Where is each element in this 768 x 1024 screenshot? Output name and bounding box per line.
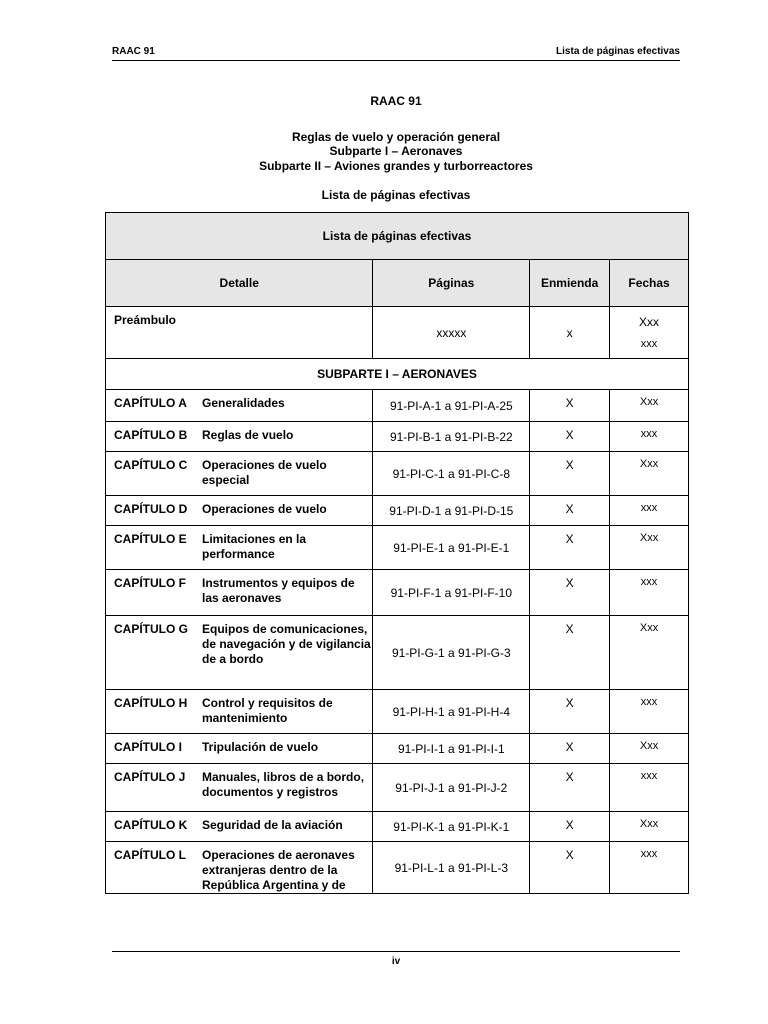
chapter-date: Xxx [610, 526, 689, 570]
column-header-paginas: Páginas [373, 260, 530, 307]
chapter-amendment: X [530, 764, 610, 812]
preambulo-date-1: Xxx [639, 314, 660, 329]
chapter-name: Tripulación de vuelo [202, 740, 319, 754]
chapter-pages: 91-PI-H-1 a 91-PI-H-4 [373, 690, 530, 734]
chapter-date: Xxx [610, 734, 689, 764]
chapter-code: CAPÍTULO K [114, 818, 188, 832]
header-right: Lista de páginas efectivas [556, 46, 680, 57]
column-header-detalle: Detalle [106, 260, 373, 307]
chapter-name: Operaciones de vuelo [202, 502, 327, 516]
title-block [112, 94, 680, 203]
chapter-amendment: X [530, 690, 610, 734]
table-row [106, 390, 689, 422]
column-header-enmienda: Enmienda [530, 260, 610, 307]
table-row [106, 764, 689, 812]
chapter-pages: 91-PI-E-1 a 91-PI-E-1 [373, 526, 530, 570]
chapter-amendment: X [530, 452, 610, 496]
page-header [112, 46, 680, 61]
chapter-cell [106, 526, 373, 570]
chapter-date: xxx [610, 690, 689, 734]
chapter-pages: 91-PI-B-1 a 91-PI-B-22 [373, 422, 530, 452]
table-caption: Lista de páginas efectivas [106, 213, 689, 260]
table-row [106, 452, 689, 496]
preambulo-dates [610, 307, 689, 359]
chapter-date: xxx [610, 496, 689, 526]
table-row [106, 570, 689, 616]
chapter-amendment: X [530, 842, 610, 894]
table-row [106, 526, 689, 570]
preambulo-date-2: xxx [640, 337, 658, 350]
chapter-amendment: X [530, 812, 610, 842]
chapter-name: Control y requisitos de mantenimiento [202, 696, 333, 725]
chapter-code: CAPÍTULO H [114, 696, 188, 710]
table-row [106, 842, 689, 894]
chapter-code: CAPÍTULO C [114, 458, 188, 472]
chapter-amendment: X [530, 422, 610, 452]
chapter-amendment: X [530, 616, 610, 690]
chapter-amendment: X [530, 734, 610, 764]
chapter-code: CAPÍTULO I [114, 740, 182, 754]
chapter-pages: 91-PI-D-1 a 91-PI-D-15 [373, 496, 530, 526]
preambulo-pages: xxxxx [373, 307, 530, 359]
preambulo-row [106, 307, 689, 359]
chapter-cell [106, 496, 373, 526]
chapter-name: Operaciones de vuelo especial [202, 458, 327, 487]
table-row [106, 496, 689, 526]
chapter-name: Instrumentos y equipos de las aeronaves [202, 576, 355, 605]
chapter-cell [106, 570, 373, 616]
subpart-title: SUBPARTE I – AERONAVES [106, 359, 689, 390]
chapter-cell [106, 690, 373, 734]
chapter-name: Equipos de comunicaciones, de navegación y de vigilancia de a bordo [202, 622, 371, 666]
chapter-cell [106, 390, 373, 422]
chapter-pages: 91-PI-C-1 a 91-PI-C-8 [373, 452, 530, 496]
chapter-pages: 91-PI-A-1 a 91-PI-A-25 [373, 390, 530, 422]
chapter-date: Xxx [610, 390, 689, 422]
chapter-name: Seguridad de la aviación [202, 818, 343, 832]
chapter-amendment: X [530, 390, 610, 422]
table-row [106, 616, 689, 690]
chapter-cell [106, 452, 373, 496]
chapter-code: CAPÍTULO J [114, 770, 186, 784]
chapter-code: CAPÍTULO A [114, 396, 187, 410]
chapter-cell [106, 764, 373, 812]
effective-pages-table [105, 212, 689, 894]
table-row [106, 812, 689, 842]
chapter-code: CAPÍTULO D [114, 502, 188, 516]
chapter-date: xxx [610, 570, 689, 616]
chapter-pages: 91-PI-I-1 a 91-PI-I-1 [373, 734, 530, 764]
chapter-code: CAPÍTULO F [114, 576, 186, 590]
chapter-name: Limitaciones en la performance [202, 532, 307, 561]
chapter-date: Xxx [610, 452, 689, 496]
table-row [106, 734, 689, 764]
table-caption-row [106, 213, 689, 260]
chapter-name: Reglas de vuelo [202, 428, 294, 442]
subpart-row [106, 359, 689, 390]
chapter-pages: 91-PI-L-1 a 91-PI-L-3 [373, 842, 530, 894]
chapter-date: Xxx [610, 616, 689, 690]
table-row [106, 690, 689, 734]
page-number: iv [112, 951, 680, 967]
chapter-cell [106, 422, 373, 452]
list-title: Lista de páginas efectivas [321, 188, 471, 202]
title-line-1: Reglas de vuelo y operación general [291, 129, 501, 144]
chapter-code: CAPÍTULO L [114, 848, 186, 862]
preambulo-amend: x [530, 307, 610, 359]
chapter-amendment: X [530, 570, 610, 616]
chapter-pages: 91-PI-J-1 a 91-PI-J-2 [373, 764, 530, 812]
chapter-cell [106, 842, 373, 894]
chapter-name: Operaciones de aeronaves extranjeras dentro de la República Argentina y de [202, 848, 355, 892]
title-line-2: Subparte I – Aeronaves [329, 144, 463, 158]
chapter-cell [106, 812, 373, 842]
column-header-fechas: Fechas [610, 260, 689, 307]
chapter-name: Generalidades [202, 396, 285, 410]
chapter-code: CAPÍTULO G [114, 622, 188, 636]
chapter-code: CAPÍTULO E [114, 532, 187, 546]
header-left: RAAC 91 [112, 46, 155, 57]
chapter-amendment: X [530, 526, 610, 570]
chapter-cell [106, 616, 373, 690]
chapter-cell [106, 734, 373, 764]
chapter-pages: 91-PI-G-1 a 91-PI-G-3 [373, 616, 530, 690]
chapter-date: Xxx [610, 812, 689, 842]
chapter-name: Manuales, libros de a bordo, documentos y registros [202, 770, 365, 799]
chapter-code: CAPÍTULO B [114, 428, 188, 442]
chapter-pages: 91-PI-F-1 a 91-PI-F-10 [373, 570, 530, 616]
chapter-date: xxx [610, 422, 689, 452]
chapter-date: xxx [610, 842, 689, 894]
chapter-amendment: X [530, 496, 610, 526]
chapter-date: xxx [610, 764, 689, 812]
title-line-3: Subparte II – Aviones grandes y turborreactores [259, 158, 533, 173]
document-title: RAAC 91 [370, 94, 422, 108]
table-row [106, 422, 689, 452]
preambulo-label: Preámbulo [106, 307, 373, 359]
chapter-pages: 91-PI-K-1 a 91-PI-K-1 [373, 812, 530, 842]
table-header-row [106, 260, 689, 307]
